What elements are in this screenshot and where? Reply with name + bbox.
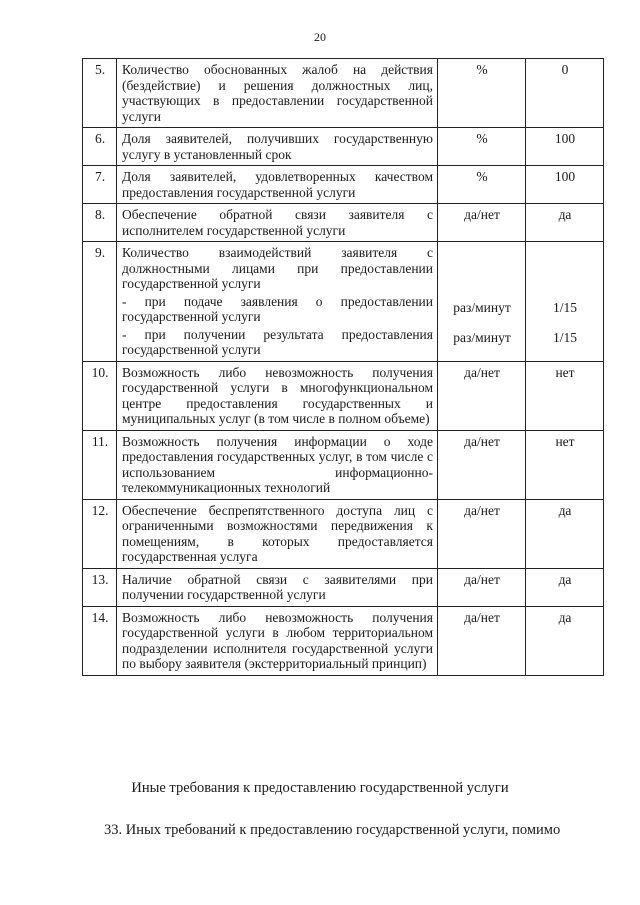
table-row	[83, 204, 604, 242]
table-row	[83, 242, 604, 362]
table-row	[83, 499, 604, 568]
row-subitem-unit: раз/минут	[453, 299, 511, 315]
row-unit: %	[438, 59, 526, 128]
row-value: нет	[526, 430, 604, 499]
row-description: Доля заявителей, удовлетворенных качеством предоставления государственной услуги	[117, 166, 438, 204]
page-number: 20	[314, 30, 326, 44]
row-subitem-unit: раз/минут	[453, 329, 511, 345]
row-description: Количество обоснованных жалоб на действия (бездействие) и решения должностных лиц, участвующих в предоставлении государственной услуги	[117, 59, 438, 128]
row-unit: да/нет	[438, 204, 526, 242]
row-number: 7.	[83, 166, 117, 204]
row-number: 9.	[83, 242, 117, 362]
table-row	[83, 606, 604, 675]
row-description-group	[117, 242, 438, 362]
row-unit: %	[438, 128, 526, 166]
row-value: 100	[526, 128, 604, 166]
row-unit: да/нет	[438, 361, 526, 430]
row-unit: да/нет	[438, 499, 526, 568]
row-number: 11.	[83, 430, 117, 499]
row-number: 10.	[83, 361, 117, 430]
row-unit-group	[438, 242, 526, 362]
row-description: Доля заявителей, получивших государственную услугу в установленный срок	[117, 128, 438, 166]
row-unit: да/нет	[438, 430, 526, 499]
table-row	[83, 128, 604, 166]
row-value: да	[526, 568, 604, 606]
row-description: Возможность получения информации о ходе предоставления государственных услуг, в том числе с использованием информационно-телекоммуникационных технологий	[117, 430, 438, 499]
row-number: 6.	[83, 128, 117, 166]
row-description: Возможность либо невозможность получения государственной услуги в любом территориальном подразделении исполнителя государственной услуги по выбору заявителя (экстерриториальный принцип)	[117, 606, 438, 675]
row-subitem-value: 1/15	[552, 329, 577, 345]
indicators-table	[82, 58, 604, 676]
row-value: да	[526, 204, 604, 242]
row-description: Количество взаимодействий заявителя с должностными лицами при предоставлении государственной услуги	[122, 245, 433, 291]
section-heading: Иные требования к предоставлению государственной услуги	[131, 780, 509, 796]
table-row	[83, 568, 604, 606]
row-number: 8.	[83, 204, 117, 242]
row-subitem-description: - при получении результата предоставления государственной услуги	[122, 326, 433, 357]
row-value: 0	[526, 59, 604, 128]
paragraph-33: 33. Иных требований к предоставлению государственной услуги, помимо	[104, 822, 561, 838]
row-description: Обеспечение обратной связи заявителя с исполнителем государственной услуги	[117, 204, 438, 242]
row-number: 12.	[83, 499, 117, 568]
row-unit: %	[438, 166, 526, 204]
table-row	[83, 430, 604, 499]
table-row	[83, 166, 604, 204]
row-value: да	[526, 606, 604, 675]
row-value: нет	[526, 361, 604, 430]
row-subitem-value: 1/15	[552, 299, 577, 315]
row-description: Наличие обратной связи с заявителями при получении государственной услуги	[117, 568, 438, 606]
row-unit: да/нет	[438, 568, 526, 606]
row-value: 100	[526, 166, 604, 204]
row-number: 13.	[83, 568, 117, 606]
row-number: 5.	[83, 59, 117, 128]
row-unit: да/нет	[438, 606, 526, 675]
row-value: да	[526, 499, 604, 568]
table-row	[83, 59, 604, 128]
row-description: Возможность либо невозможность получения государственной услуги в многофункциональном центре предоставления государственных и муниципальных услуг (в том числе в полном объеме)	[117, 361, 438, 430]
row-description: Обеспечение беспрепятственного доступа лиц с ограниченными возможностями передвижения к помещениям, в которых предоставляется государственная услуга	[117, 499, 438, 568]
row-number: 14.	[83, 606, 117, 675]
row-value-group	[526, 242, 604, 362]
table-row	[83, 361, 604, 430]
row-subitem-description: - при подаче заявления о предоставлении государственной услуги	[122, 293, 433, 324]
